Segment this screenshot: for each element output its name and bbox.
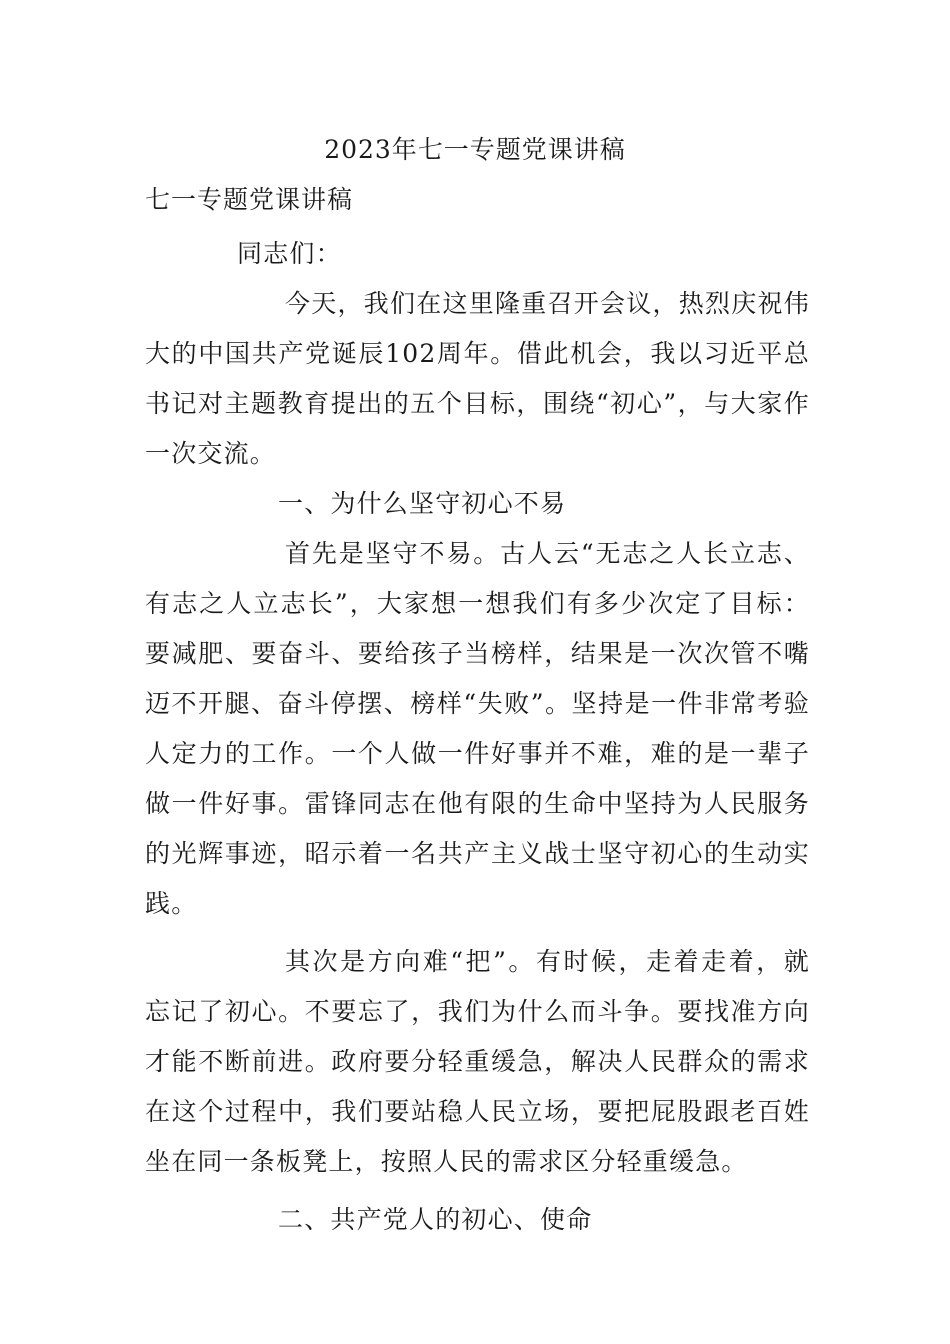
- document-subtitle: 七一专题党课讲稿: [145, 185, 354, 214]
- document-title: 2023年七一专题党课讲稿: [324, 135, 626, 164]
- salutation: 同志们：: [237, 239, 342, 268]
- section-heading-2: 二、共产党人的初心、使命: [278, 1205, 593, 1234]
- section1-paragraph-1: 首先是坚守不易。古人云“无志之人长立志、有志之人立志长”，大家想一想我们有多少次定了目标：要减肥、要奋斗、要给孩子当榜样，结果是一次次管不嘴迈不开腿、奋斗停摆、榜样“失败”。坚持是一件非常考验人定力的工作。一个人做一件好事并不难，难的是一辈子做一件好事。雷锋同志在他有限的生命中坚持为人民服务的光辉事迹，昭示着一名共产主义战士坚守初心的生动实践。: [145, 539, 810, 918]
- section1-paragraph-2: 其次是方向难“把”。有时候，走着走着，就忘记了初心。不要忘了，我们为什么而斗争。要找准方向才能不断前进。政府要分轻重缓急，解决人民群众的需求在这个过程中，我们要站稳人民立场，要把屁股跟老百姓坐在同一条板凳上，按照人民的需求区分轻重缓急。: [145, 947, 810, 1176]
- opening-paragraph: 今天，我们在这里隆重召开会议，热烈庆祝伟大的中国共产党诞辰102周年。借此机会，我以习近平总书记对主题教育提出的五个目标，围绕“初心”，与大家作一次交流。: [145, 289, 810, 468]
- section-heading-1: 一、为什么坚守初心不易: [278, 489, 567, 518]
- paragraph-gap: [145, 1187, 810, 1195]
- paragraph-gap: [145, 929, 810, 937]
- document-body: [145, 229, 810, 1245]
